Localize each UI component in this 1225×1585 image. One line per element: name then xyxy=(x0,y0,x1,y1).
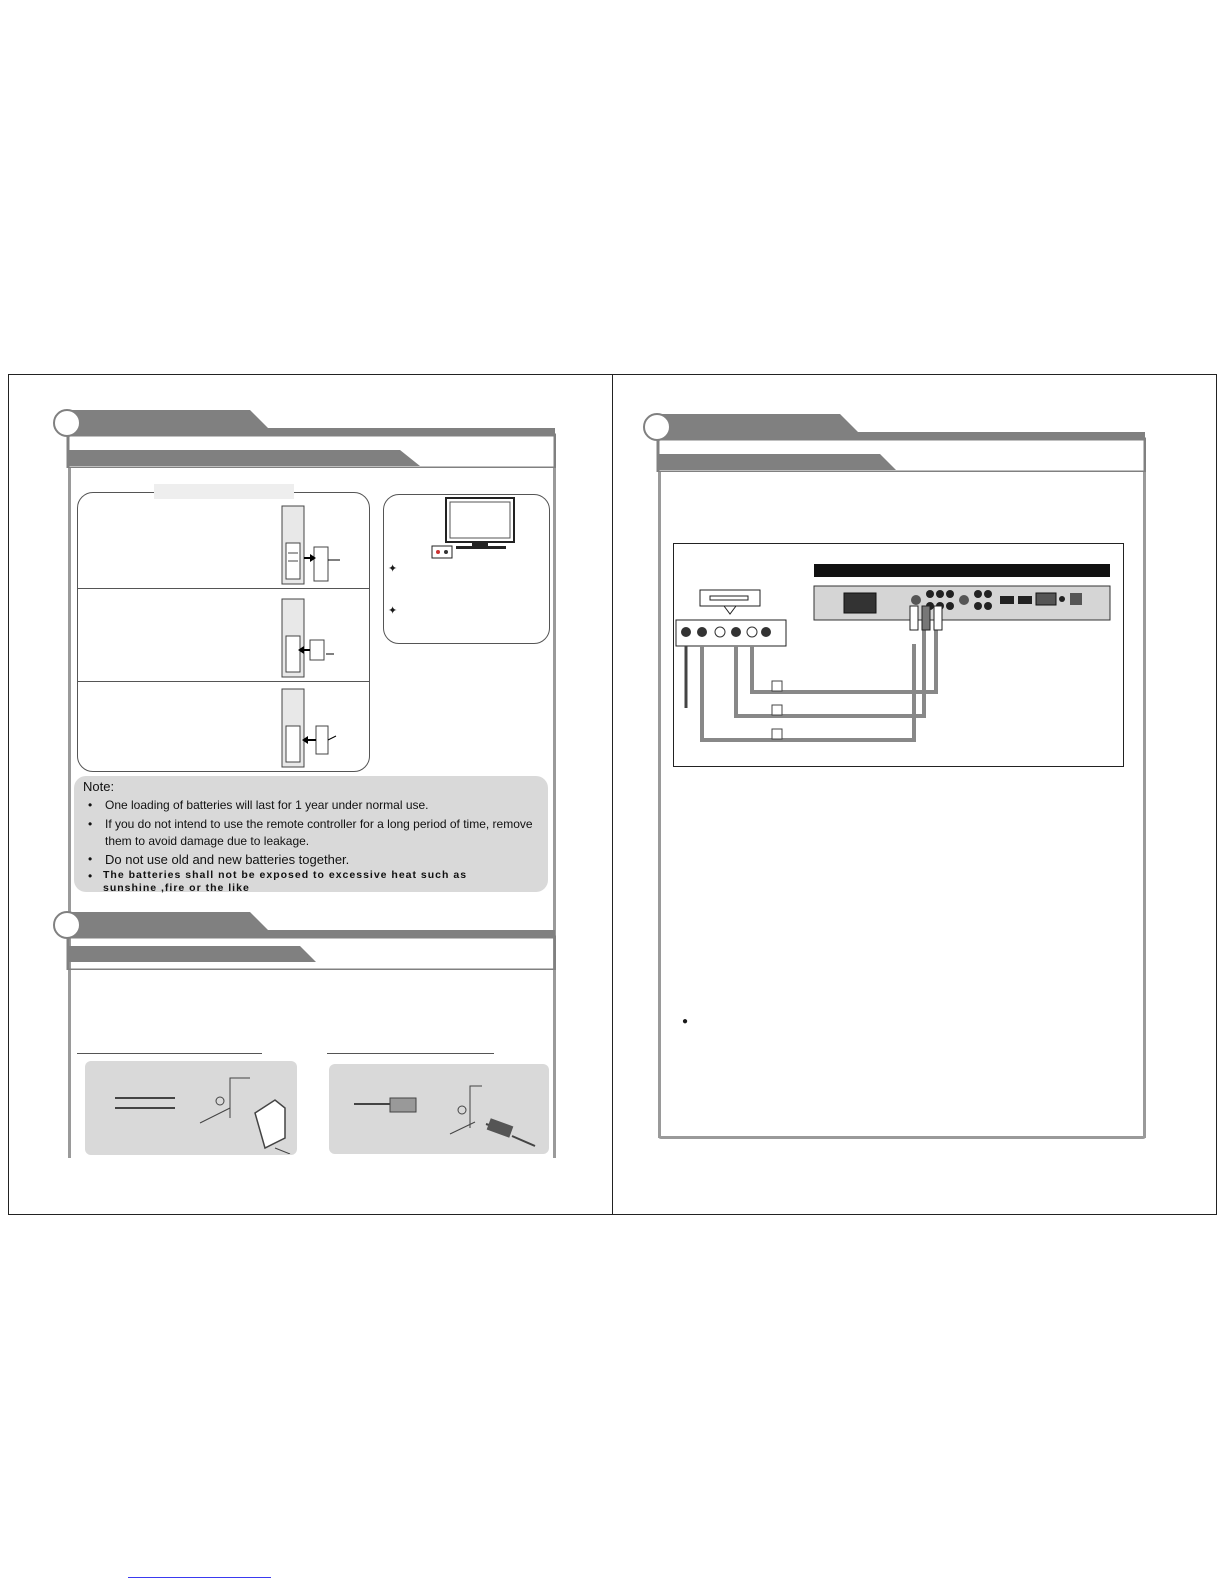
section-header-antenna xyxy=(50,910,556,970)
vcr-icon xyxy=(676,590,786,646)
connection-bullet: ● xyxy=(682,1016,689,1027)
page-divider xyxy=(612,374,613,1215)
section-header-battery xyxy=(50,408,556,468)
note-item: sunshine ,fire or the like xyxy=(103,882,250,894)
cable-subtitle-line xyxy=(327,1053,494,1054)
remote-battery-icon xyxy=(280,505,350,585)
remote-battery-icon xyxy=(280,688,350,768)
remote-battery-icon xyxy=(280,598,350,678)
left-frame-line xyxy=(68,468,71,1158)
note-heading: Note: xyxy=(83,779,115,794)
footer-link-underline[interactable] xyxy=(128,1577,271,1578)
note-item: The batteries shall not be exposed to excessive heat such as xyxy=(103,869,468,881)
note-bullet: • xyxy=(88,798,93,812)
note-item: If you do not intend to use the remote controller for a long period of time, remove xyxy=(105,817,533,831)
tv-back-panel-icon xyxy=(674,544,1123,766)
antenna-cable-icon xyxy=(95,1068,295,1154)
note-bullet: • xyxy=(88,852,93,866)
range-bullet: ✦ xyxy=(388,605,398,617)
step-divider xyxy=(77,588,370,589)
right-frame-line xyxy=(1143,472,1146,1138)
coax-plug-icon xyxy=(340,1074,545,1154)
range-bullet: ✦ xyxy=(388,563,398,575)
right-frame-line xyxy=(553,468,556,1158)
tv-icon xyxy=(428,496,528,566)
step-divider xyxy=(77,681,370,682)
left-frame-line xyxy=(658,472,661,1138)
note-item: One loading of batteries will last for 1 year under normal use. xyxy=(105,798,429,812)
note-bullet: • xyxy=(88,817,93,831)
note-item: Do not use old and new batteries together. xyxy=(105,852,350,867)
note-bullet: • xyxy=(88,869,93,883)
antenna-subtitle-line xyxy=(77,1053,262,1054)
bottom-frame-line xyxy=(658,1136,1146,1139)
note-item: them to avoid damage due to leakage. xyxy=(105,834,310,848)
battery-steps-title-bar xyxy=(154,484,294,499)
section-header-connection xyxy=(640,412,1146,472)
